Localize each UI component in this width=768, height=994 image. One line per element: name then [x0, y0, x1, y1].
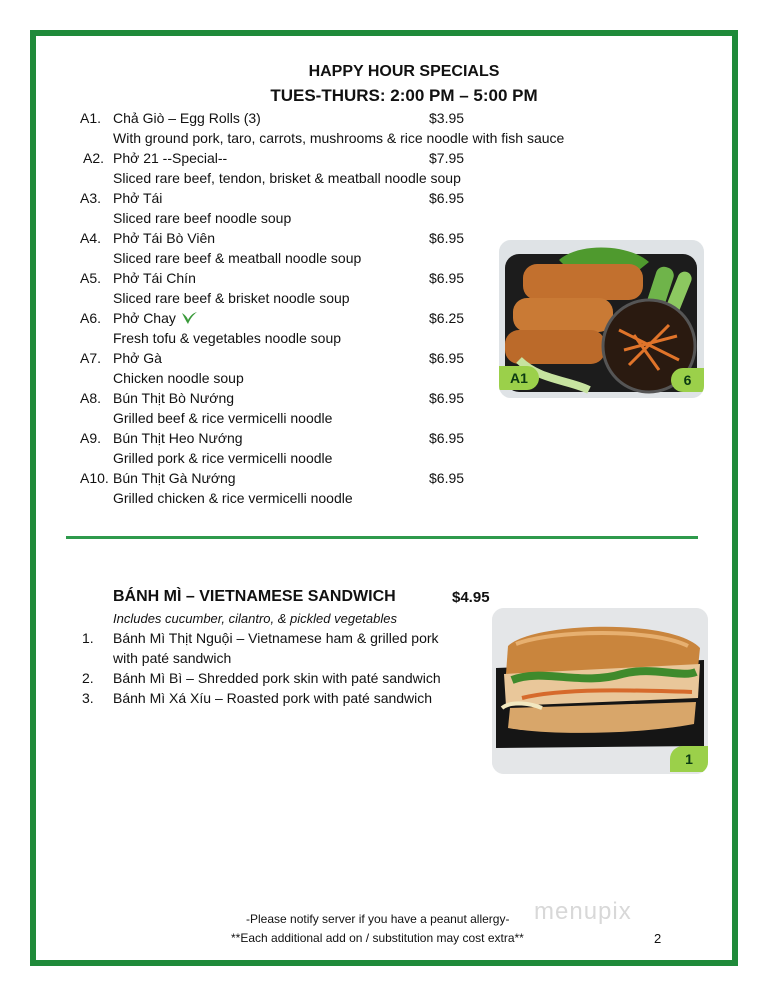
menu-hours: TUES-THURS: 2:00 PM – 5:00 PM — [270, 86, 538, 105]
item-name: Bún Thịt Bò Nướng — [113, 390, 235, 406]
photo-tag-right: 6 — [671, 368, 704, 392]
item-description: Chicken noodle soup — [113, 370, 244, 386]
banhmi-item-text: Bánh Mì Xá Xíu – Roasted pork with paté sandwich — [113, 690, 433, 706]
item-name: Bún Thịt Heo Nướng — [113, 430, 243, 446]
banhmi-price: $4.95 — [452, 589, 490, 606]
item-name: Bún Thịt Gà Nướng — [113, 470, 236, 486]
item-description: Grilled chicken & rice vermicelli noodle — [113, 490, 353, 506]
item-name: Phở Gà — [113, 350, 162, 366]
banhmi-item-number: 1. — [82, 630, 94, 646]
banhmi-item-number: 3. — [82, 690, 94, 706]
item-name: Phở Tái — [113, 190, 163, 206]
item-price: $6.95 — [429, 270, 465, 286]
item-name: Phở Tái Chín — [113, 270, 196, 286]
item-name: Chả Giò – Egg Rolls (3) — [113, 110, 261, 126]
banhmi-item-text-cont: with paté sandwich — [113, 650, 232, 666]
section-divider — [66, 536, 698, 539]
item-price: $6.95 — [429, 430, 465, 446]
item-description: Fresh tofu & vegetables noodle soup — [113, 330, 342, 346]
item-code: A4. — [80, 230, 102, 246]
item-name: Phở Chay — [113, 310, 176, 326]
banhmi-item-number: 2. — [82, 670, 94, 686]
footer-allergy-note: -Please notify server if you have a peanut allergy- — [246, 912, 510, 926]
item-price: $6.95 — [429, 230, 465, 246]
item-price: $6.25 — [429, 310, 465, 326]
item-description: Sliced rare beef & meatball noodle soup — [113, 250, 362, 266]
item-description: Grilled pork & rice vermicelli noodle — [113, 450, 333, 466]
page-number: 2 — [654, 931, 662, 946]
item-price: $6.95 — [429, 470, 465, 486]
photo-tag-left: A1 — [499, 366, 539, 390]
item-code: A10. — [80, 470, 109, 486]
item-description: With ground pork, taro, carrots, mushrooms & rice noodle with fish sauce — [113, 130, 565, 146]
menu-title: HAPPY HOUR SPECIALS — [308, 63, 500, 80]
banhmi-subtitle: Includes cucumber, cilantro, & pickled vegetables — [113, 611, 397, 626]
banhmi-item-text: Bánh Mì Thịt Nguội – Vietnamese ham & grilled pork — [113, 630, 439, 646]
leaf-icon — [180, 311, 198, 325]
item-code: A7. — [80, 350, 102, 366]
item-code: A3. — [80, 190, 102, 206]
item-price: $3.95 — [429, 110, 465, 126]
footer-substitution-note: **Each additional add on / substitution may cost extra** — [231, 931, 524, 945]
banhmi-title: BÁNH MÌ – VIETNAMESE SANDWICH — [113, 588, 396, 605]
photo-tag: 1 — [670, 746, 708, 772]
item-code: A1. — [80, 110, 102, 126]
item-price: $6.95 — [429, 350, 465, 366]
watermark-logo: menupix — [534, 898, 632, 925]
item-price: $7.95 — [429, 150, 465, 166]
item-code: A6. — [80, 310, 102, 326]
item-name: Phở 21 --Special-- — [113, 150, 228, 166]
item-code: A2. — [83, 150, 105, 166]
item-price: $6.95 — [429, 390, 465, 406]
item-description: Grilled beef & rice vermicelli noodle — [113, 410, 333, 426]
banhmi-item-text: Bánh Mì Bì – Shredded pork skin with paté sandwich — [113, 670, 441, 686]
item-description: Sliced rare beef noodle soup — [113, 210, 292, 226]
item-code: A8. — [80, 390, 102, 406]
item-description: Sliced rare beef & brisket noodle soup — [113, 290, 350, 306]
item-price: $6.95 — [429, 190, 465, 206]
banhmi-photo — [492, 608, 708, 774]
item-code: A5. — [80, 270, 102, 286]
item-name-vegan — [113, 310, 198, 326]
egg-rolls-photo — [499, 240, 704, 398]
item-name: Phở Tái Bò Viên — [113, 230, 216, 246]
item-code: A9. — [80, 430, 102, 446]
item-description: Sliced rare beef, tendon, brisket & meatball noodle soup — [113, 170, 461, 186]
